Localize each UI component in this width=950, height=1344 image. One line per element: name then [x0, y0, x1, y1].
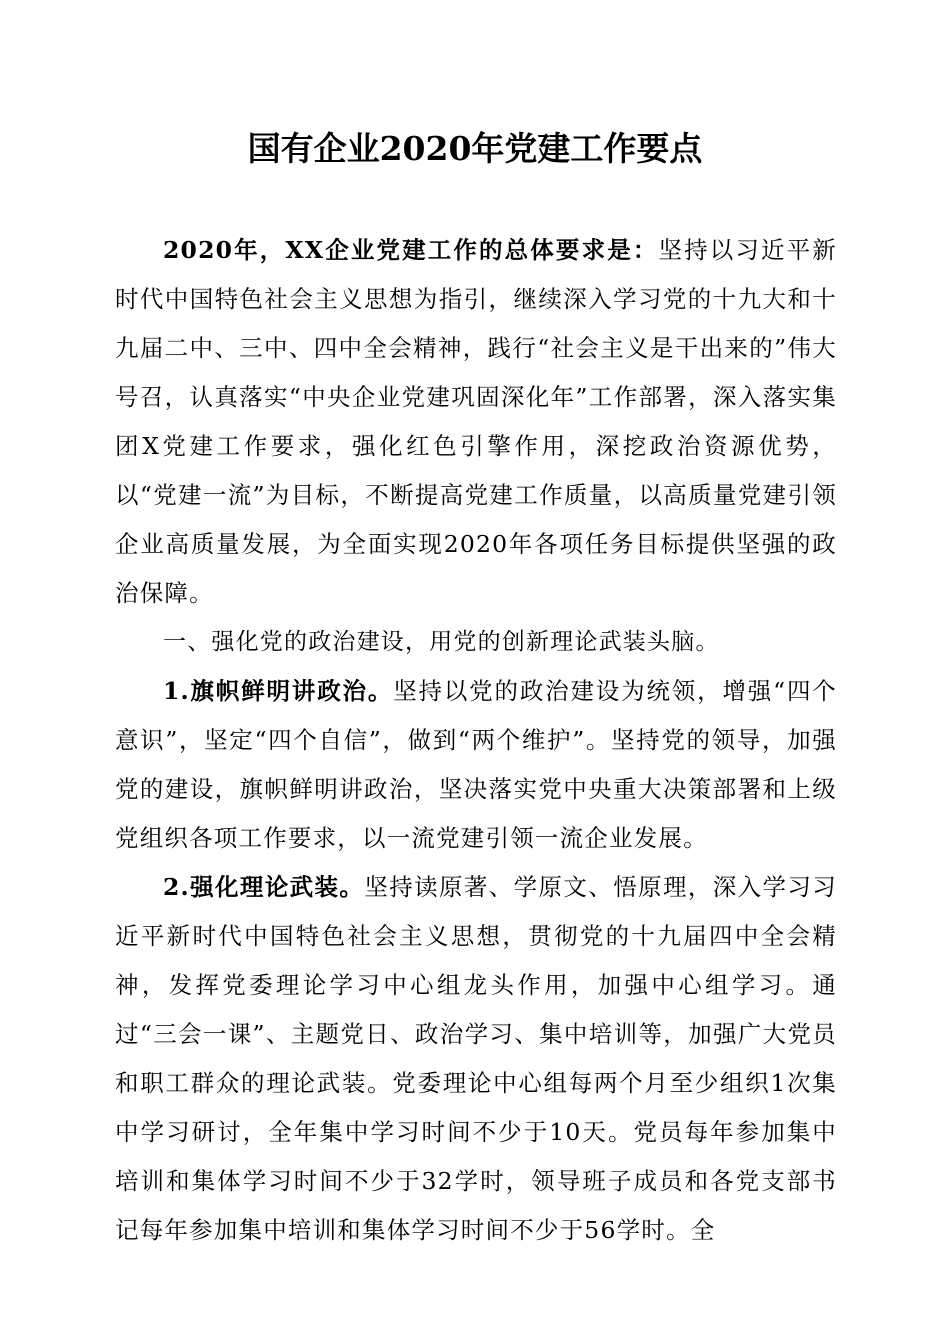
item-label-1: 1.旗帜鲜明讲政治。 — [163, 677, 394, 705]
intro-text: 坚持以习近平新时代中国特色社会主义思想为指引，继续深入学习党的十九大和十九届二中、三中、四中全会精神，践行“社会主义是干出来的”伟大号召，认真落实“中央企业党建巩固深化年”工作部署，深入落实集团X党建工作要求，强化红色引擎作用，深挖政治资源优势，以“党建一流”为目标，不断提高党建工作质量，以高质量党建引领企业高质量发展，为全面实现2020年各项任务目标提供坚强的政治保障。 — [115, 236, 837, 607]
item-text-1: 坚持以党的政治建设为统领，增强“四个意识”，坚定“四个自信”，做到“两个维护”。坚持党的领导，加强党的建设，旗帜鲜明讲政治，坚决落实党中央重大决策部署和上级党组织各项工作要求，以一流党建引领一流企业发展。 — [115, 677, 837, 852]
item-text-2: 坚持读原著、学原文、悟原理，深入学习习近平新时代中国特色社会主义思想，贯彻党的十九届四中全会精神，发挥党委理论学习中心组龙头作用，加强中心组学习。通过“三会一课”、主题党日、政治学习、集中培训等，加强广大党员和职工群众的理论武装。党委理论中心组每两个月至少组织1次集中学习研讨，全年集中学习时间不少于10天。党员每年参加集中培训和集体学习时间不少于32学时，领导班子成员和各党支部书记每年参加集中培训和集体学习时间不少于56学时。全 — [115, 873, 837, 1244]
item-paragraph-1 — [115, 667, 837, 863]
intro-paragraph — [115, 226, 837, 618]
section-heading-1: 一、强化党的政治建设，用党的创新理论武装头脑。 — [163, 629, 720, 655]
document-title: 国有企业2020年党建工作要点 — [247, 129, 703, 168]
document-body — [115, 226, 837, 1255]
item-paragraph-2 — [115, 863, 837, 1255]
intro-lead: 2020年，XX企业党建工作的总体要求是： — [163, 236, 659, 264]
item-label-2: 2.强化理论武装。 — [163, 873, 365, 901]
